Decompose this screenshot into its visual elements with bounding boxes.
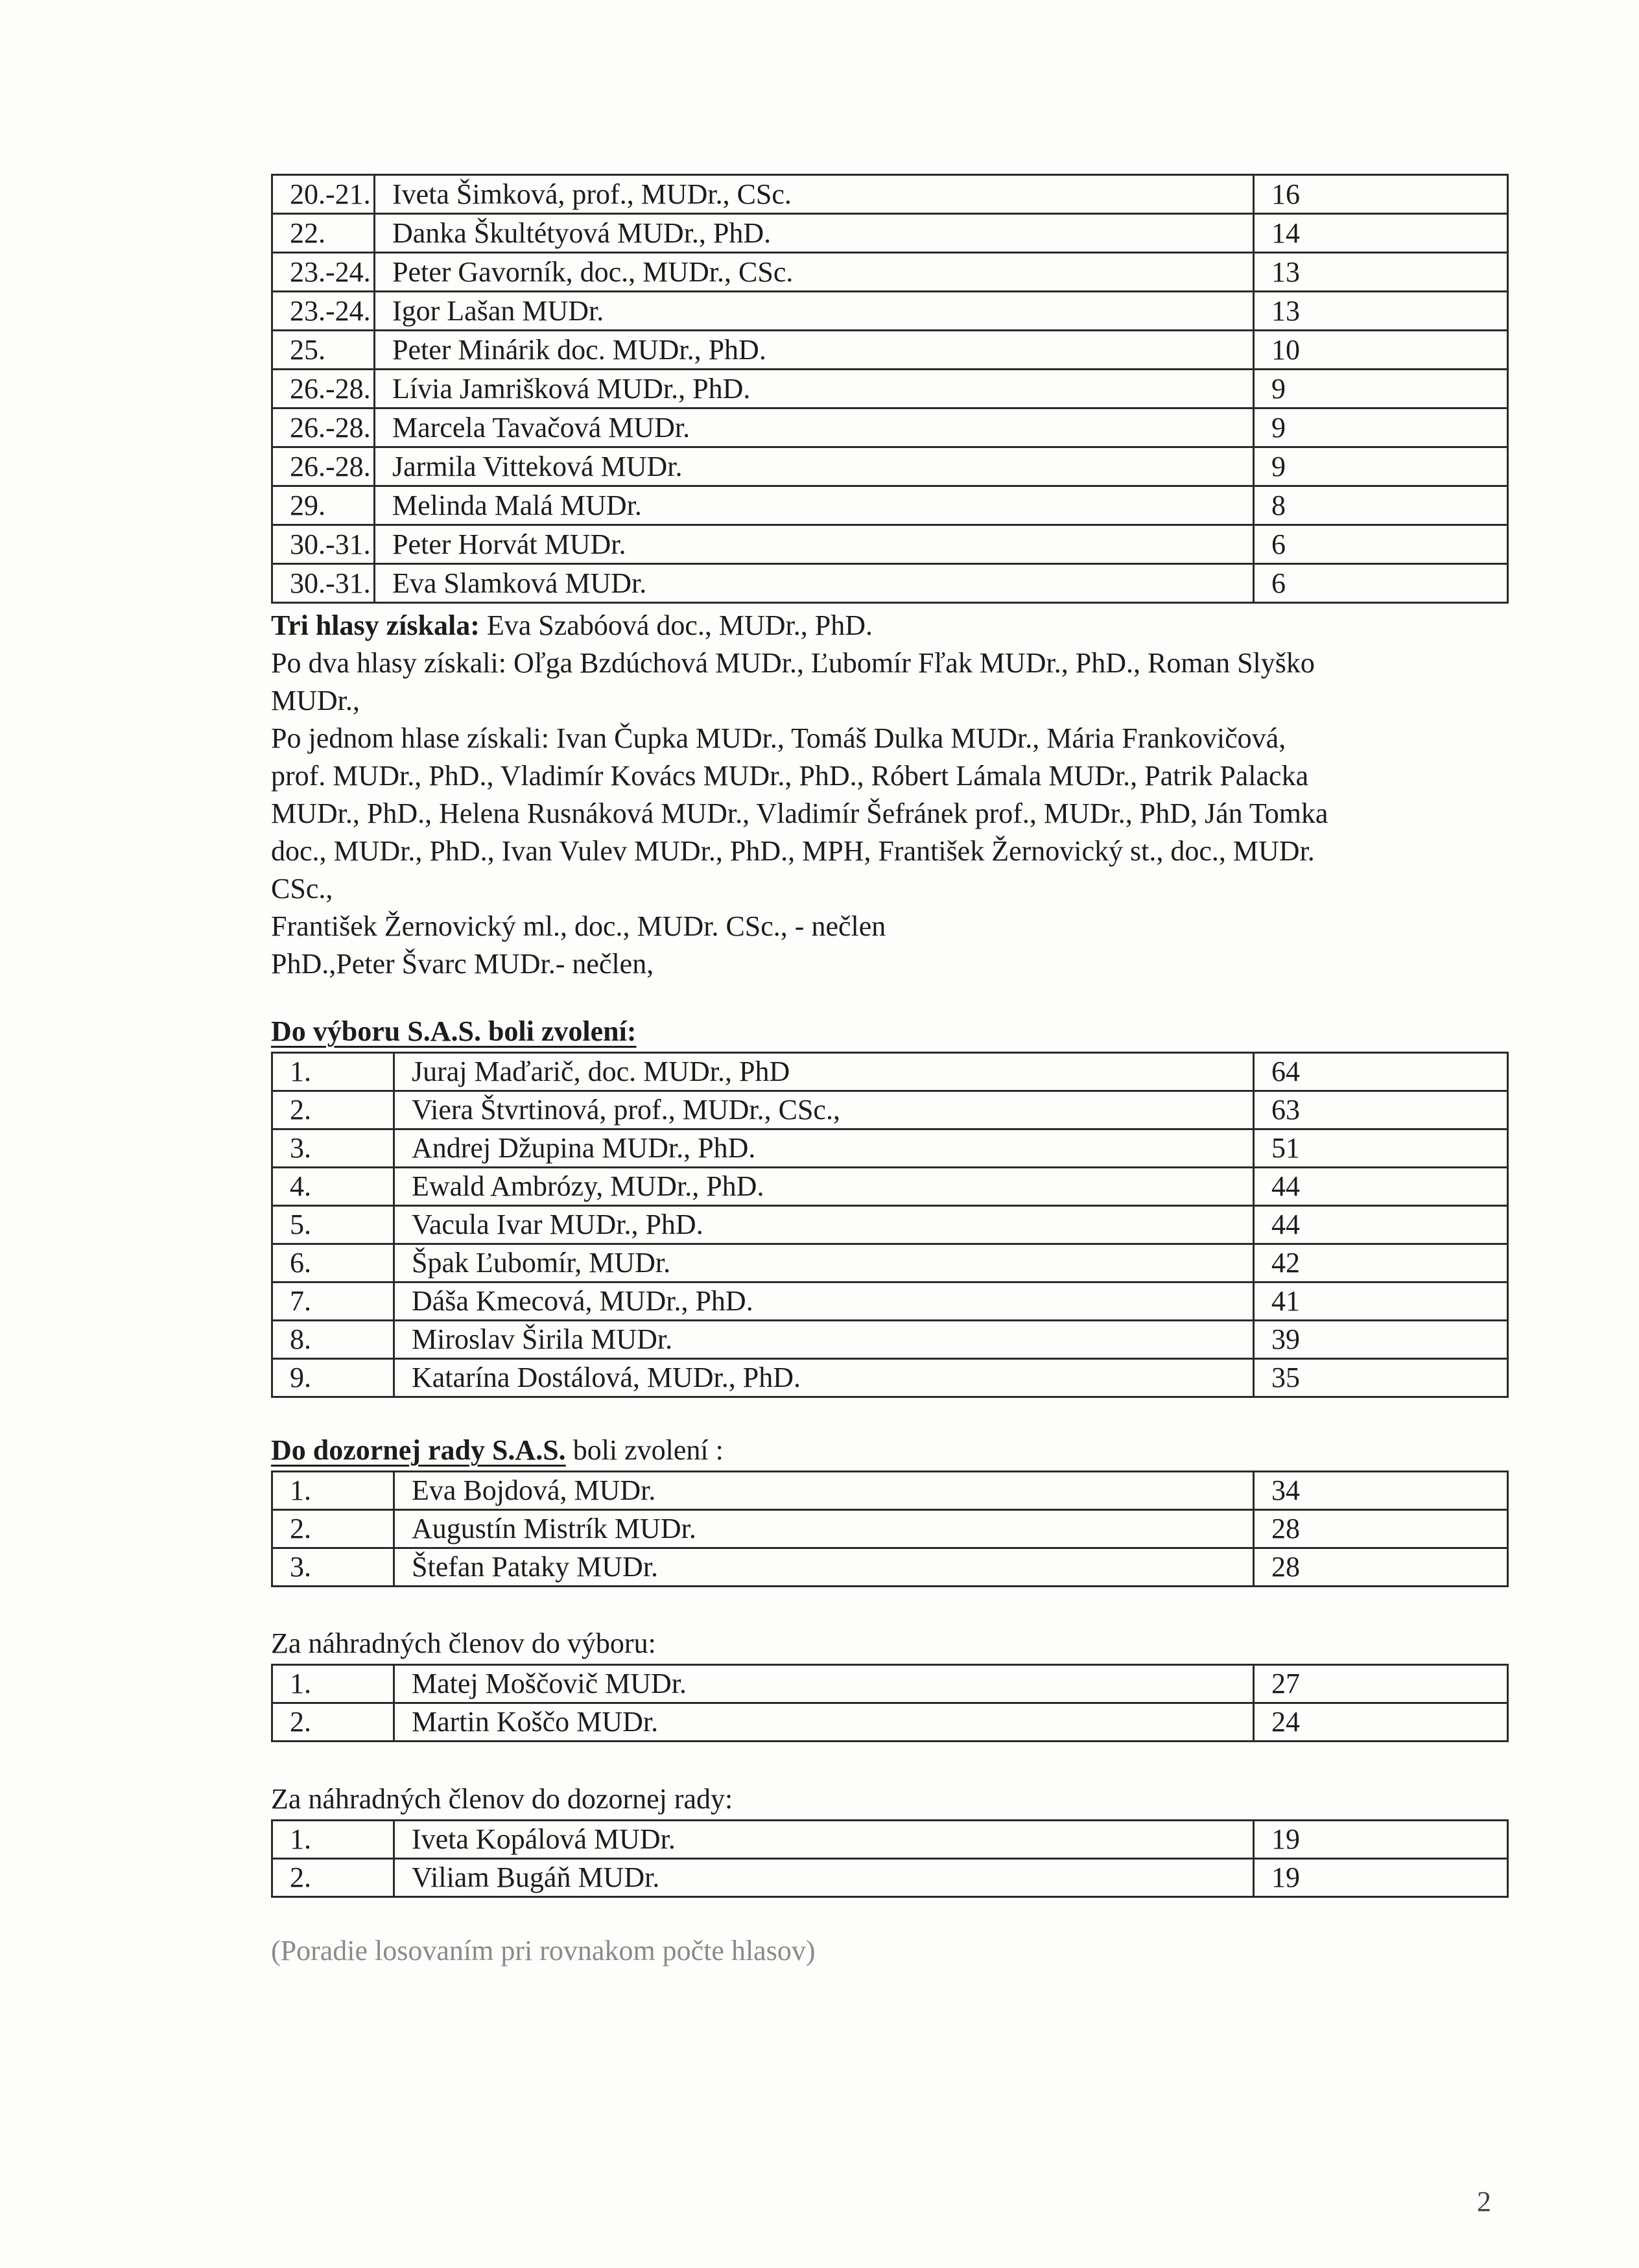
one-vote-line-2: prof. MUDr., PhD., Vladimír Kovács MUDr., PhD., Róbert Lámala MUDr., Patrik Palacka: [271, 760, 1309, 792]
cell-name: Jarmila Vitteková MUDr.: [375, 447, 1254, 486]
table-row: [272, 1321, 1508, 1359]
results-table-continued: [271, 174, 1509, 604]
cell-name: Eva Bojdová, MUDr.: [394, 1472, 1254, 1510]
cell-rank: 5.: [272, 1206, 394, 1244]
cell-name: Ewald Ambrózy, MUDr., PhD.: [394, 1168, 1254, 1206]
cell-name: Augustín Mistrík MUDr.: [394, 1510, 1254, 1548]
two-votes-line-1: Po dva hlasy získali: Oľga Bzdúchová MUDr., Ľubomír Fľak MUDr., PhD., Roman Slyško: [271, 647, 1315, 679]
cell-name: Katarína Dostálová, MUDr., PhD.: [394, 1359, 1254, 1397]
cell-rank: 3.: [272, 1548, 394, 1587]
cell-rank: 25.: [272, 331, 375, 370]
cell-votes: 34: [1254, 1472, 1508, 1510]
substitutes-supervisory-table: [271, 1819, 1509, 1898]
cell-name: Miroslav Širila MUDr.: [394, 1321, 1254, 1359]
cell-name: Igor Lašan MUDr.: [375, 292, 1254, 331]
one-vote-line-6: František Žernovický ml., doc., MUDr. CSc., - nečlen: [271, 910, 886, 942]
cell-rank: 6.: [272, 1244, 394, 1282]
one-vote-line-3: MUDr., PhD., Helena Rusnáková MUDr., Vladimír Šefránek prof., MUDr., PhD, Ján Tomka: [271, 797, 1328, 829]
cell-rank: 23.-24.: [272, 292, 375, 331]
cell-rank: 2.: [272, 1091, 394, 1129]
cell-votes: 10: [1254, 331, 1508, 370]
table-row: [272, 331, 1508, 370]
cell-name: Štefan Pataky MUDr.: [394, 1548, 1254, 1587]
committee-heading: Do výboru S.A.S. boli zvolení:: [271, 1015, 637, 1047]
table-row: [272, 1206, 1508, 1244]
cell-votes: 16: [1254, 175, 1508, 214]
table-row: [272, 1129, 1508, 1168]
cell-name: Matej Moščovič MUDr.: [394, 1665, 1254, 1703]
cell-votes: 27: [1254, 1665, 1508, 1703]
cell-votes: 63: [1254, 1091, 1508, 1129]
cell-votes: 6: [1254, 564, 1508, 603]
table-row: [272, 1053, 1508, 1091]
supervisory-table: [271, 1471, 1509, 1587]
cell-rank: 1.: [272, 1472, 394, 1510]
table-row: [272, 486, 1508, 525]
substitutes-supervisory-heading: Za náhradných členov do dozornej rady:: [271, 1783, 733, 1815]
cell-rank: 9.: [272, 1359, 394, 1397]
cell-votes: 19: [1254, 1821, 1508, 1859]
cell-name: Iveta Kopálová MUDr.: [394, 1821, 1254, 1859]
table-row: [272, 370, 1508, 408]
cell-rank: 2.: [272, 1859, 394, 1897]
one-vote-line-5: CSc.,: [271, 873, 333, 904]
cell-rank: 26.-28.: [272, 408, 375, 447]
table-row: [272, 1510, 1508, 1548]
cell-rank: 4.: [272, 1168, 394, 1206]
cell-name: Andrej Džupina MUDr., PhD.: [394, 1129, 1254, 1168]
cell-rank: 20.-21.: [272, 175, 375, 214]
cell-votes: 19: [1254, 1859, 1508, 1897]
cell-name: Dáša Kmecová, MUDr., PhD.: [394, 1282, 1254, 1321]
cell-name: Vacula Ivar MUDr., PhD.: [394, 1206, 1254, 1244]
cell-votes: 51: [1254, 1129, 1508, 1168]
cell-votes: 9: [1254, 408, 1508, 447]
cell-name: Peter Horvát MUDr.: [375, 525, 1254, 564]
table-row: [272, 253, 1508, 292]
cell-rank: 1.: [272, 1821, 394, 1859]
cell-votes: 9: [1254, 370, 1508, 408]
cell-votes: 28: [1254, 1548, 1508, 1587]
cell-rank: 1.: [272, 1053, 394, 1091]
cell-rank: 2.: [272, 1703, 394, 1742]
table-row: [272, 1859, 1508, 1897]
cell-name: Iveta Šimková, prof., MUDr., CSc.: [375, 175, 1254, 214]
cell-votes: 64: [1254, 1053, 1508, 1091]
one-vote-line-7: PhD.,Peter Švarc MUDr.- nečlen,: [271, 948, 654, 980]
cell-votes: 9: [1254, 447, 1508, 486]
cell-name: Juraj Maďarič, doc. MUDr., PhD: [394, 1053, 1254, 1091]
cell-name: Eva Slamková MUDr.: [375, 564, 1254, 603]
cell-votes: 39: [1254, 1321, 1508, 1359]
cell-votes: 44: [1254, 1168, 1508, 1206]
table-row: [272, 1168, 1508, 1206]
cell-name: Lívia Jamrišková MUDr., PhD.: [375, 370, 1254, 408]
table-row: [272, 1282, 1508, 1321]
table-row: [272, 1359, 1508, 1397]
substitutes-committee-table: [271, 1664, 1509, 1742]
cell-rank: 3.: [272, 1129, 394, 1168]
cell-rank: 2.: [272, 1510, 394, 1548]
cell-name: Danka Škultétyová MUDr., PhD.: [375, 214, 1254, 253]
cell-rank: 22.: [272, 214, 375, 253]
table-row: [272, 1091, 1508, 1129]
cell-rank: 1.: [272, 1665, 394, 1703]
table-row: [272, 447, 1508, 486]
table-row: [272, 408, 1508, 447]
cell-votes: 35: [1254, 1359, 1508, 1397]
table-row: [272, 214, 1508, 253]
cell-rank: 29.: [272, 486, 375, 525]
table-row: [272, 1703, 1508, 1742]
cell-name: Martin Koščo MUDr.: [394, 1703, 1254, 1742]
cell-name: Peter Gavorník, doc., MUDr., CSc.: [375, 253, 1254, 292]
cell-votes: 14: [1254, 214, 1508, 253]
cell-votes: 24: [1254, 1703, 1508, 1742]
substitutes-committee-heading: Za náhradných členov do výboru:: [271, 1627, 656, 1659]
cell-rank: 23.-24.: [272, 253, 375, 292]
table-row: [272, 1472, 1508, 1510]
cell-rank: 7.: [272, 1282, 394, 1321]
committee-table: [271, 1052, 1509, 1398]
cell-votes: 13: [1254, 253, 1508, 292]
cell-rank: 30.-31.: [272, 525, 375, 564]
one-vote-line-4: doc., MUDr., PhD., Ivan Vulev MUDr., PhD., MPH, František Žernovický st., doc., MUDr.: [271, 835, 1315, 867]
table-row: [272, 175, 1508, 214]
cell-votes: 42: [1254, 1244, 1508, 1282]
cell-votes: 44: [1254, 1206, 1508, 1244]
table-row: [272, 1665, 1508, 1703]
cell-name: Viera Štvrtinová, prof., MUDr., CSc.,: [394, 1091, 1254, 1129]
cell-rank: 26.-28.: [272, 447, 375, 486]
cell-name: Marcela Tavačová MUDr.: [375, 408, 1254, 447]
one-vote-line-1: Po jednom hlase získali: Ivan Čupka MUDr., Tomáš Dulka MUDr., Mária Frankovičová,: [271, 722, 1286, 754]
supervisory-heading: Do dozornej rady S.A.S. boli zvolení :: [271, 1434, 724, 1466]
table-row: [272, 1821, 1508, 1859]
cell-votes: 41: [1254, 1282, 1508, 1321]
cell-votes: 28: [1254, 1510, 1508, 1548]
page-number: 2: [1477, 2186, 1491, 2217]
cell-name: Špak Ľubomír, MUDr.: [394, 1244, 1254, 1282]
cell-votes: 6: [1254, 525, 1508, 564]
cell-rank: 26.-28.: [272, 370, 375, 408]
cell-rank: 8.: [272, 1321, 394, 1359]
cell-name: Melinda Malá MUDr.: [375, 486, 1254, 525]
three-votes-line: Tri hlasy získala: Eva Szabóová doc., MUDr., PhD.: [271, 609, 873, 641]
table-row: [272, 292, 1508, 331]
two-votes-line-2: MUDr.,: [271, 685, 360, 716]
footer-note: (Poradie losovaním pri rovnakom počte hlasov): [271, 1935, 816, 1967]
cell-name: Peter Minárik doc. MUDr., PhD.: [375, 331, 1254, 370]
cell-votes: 8: [1254, 486, 1508, 525]
table-row: [272, 1548, 1508, 1587]
table-row: [272, 1244, 1508, 1282]
cell-votes: 13: [1254, 292, 1508, 331]
cell-rank: 30.-31.: [272, 564, 375, 603]
table-row: [272, 564, 1508, 603]
table-row: [272, 525, 1508, 564]
cell-name: Viliam Bugáň MUDr.: [394, 1859, 1254, 1897]
